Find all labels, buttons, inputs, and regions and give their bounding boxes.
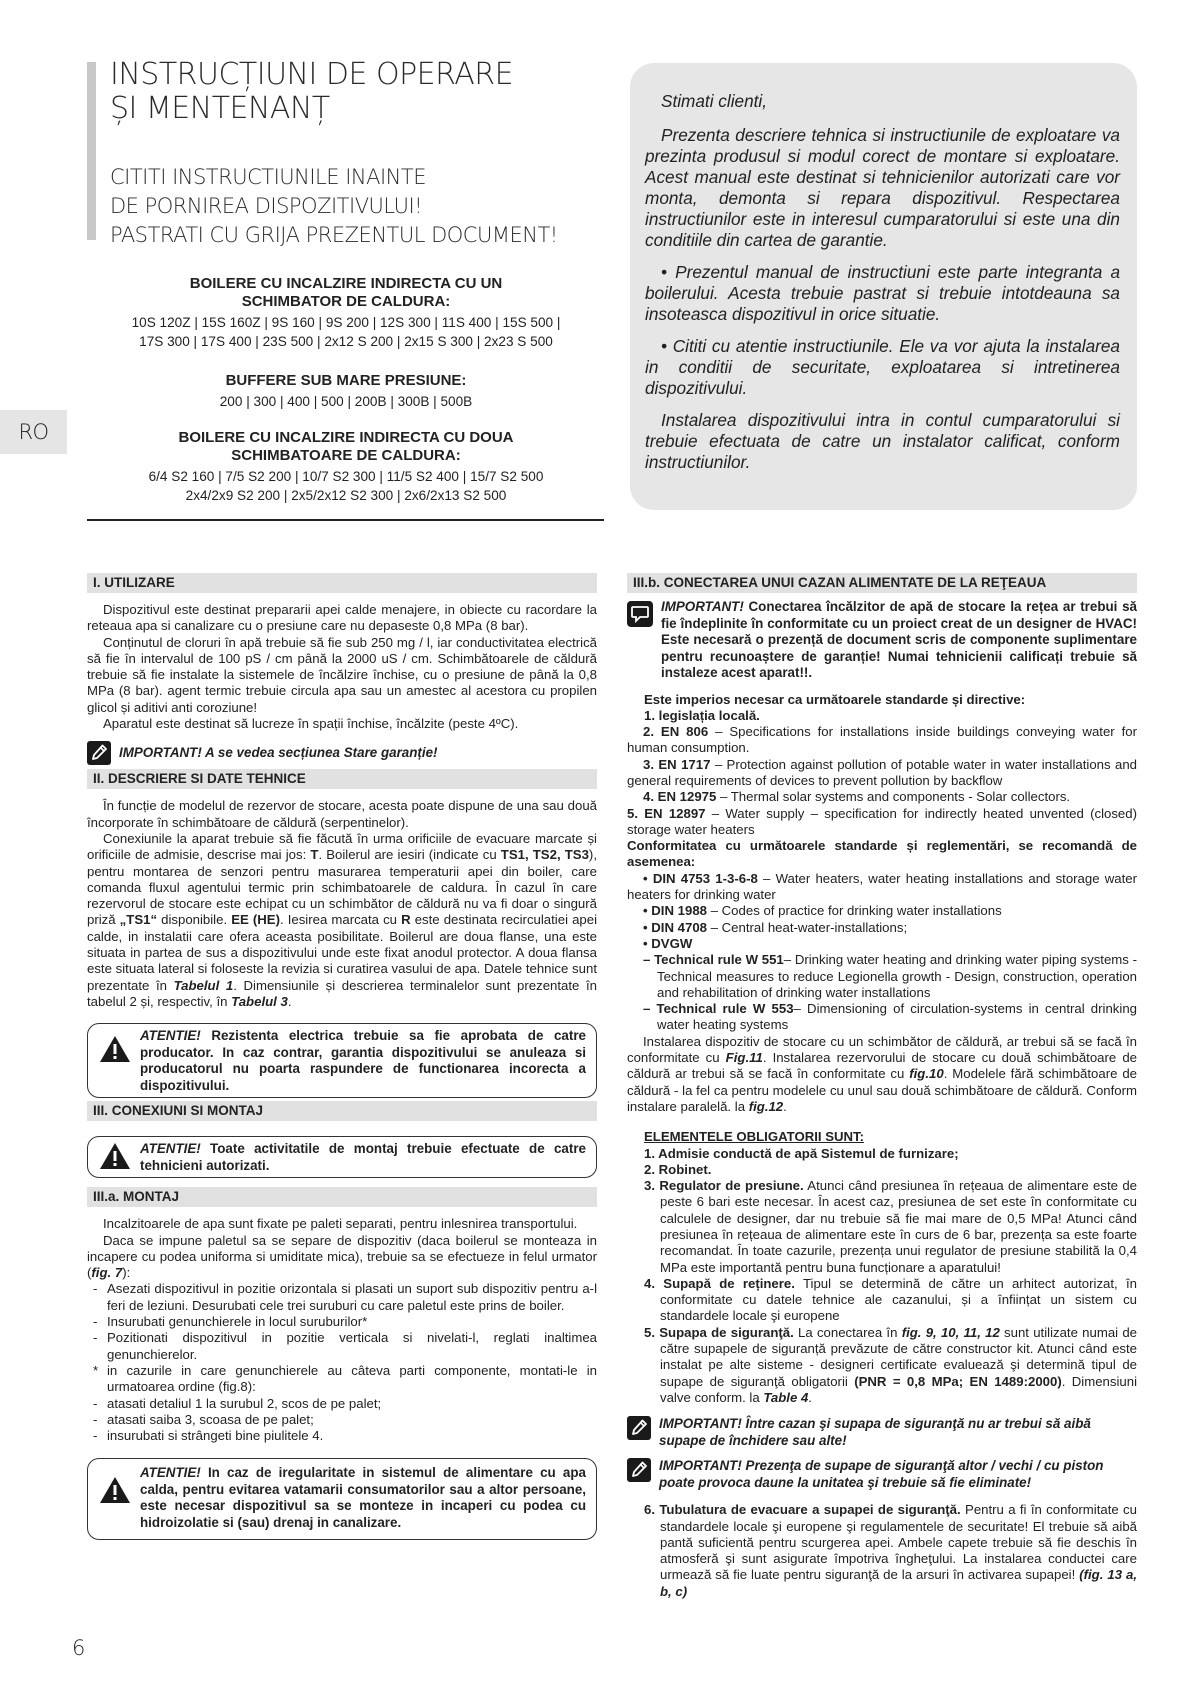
important-note [627,1458,1137,1491]
greeting-paragraph: • Cititi cu atentie instructiunile. Ele va vor ajuta la instalarea in conditii de securitate, exploatarea si intretinerea dispozitivului. [645,336,1120,398]
warning-box [87,1458,597,1540]
list-item: - Pozitionati dispozitivul in pozitie verticala si nivelati-l, reglati inaltimea genunchierelor. [93,1330,597,1362]
product-model-line: 17S 300 | 17S 400 | 23S 500 | 2x12 S 200 | 2x15 S 300 | 2x23 S 500 [139,334,553,349]
product-model-line: 200 | 300 | 400 | 500 | 200B | 300B | 500B [219,394,473,409]
warning-box [87,1023,597,1098]
greeting-text [645,91,1120,484]
important-note [627,1416,1137,1449]
title-accent-bar [87,62,96,240]
product-group-heading: BOILERE CU INCALZIRE INDIRECTA CU DOUA SCHIMBATOARE DE CALDURA: [178,429,514,464]
standard-item: • DIN 4708 – Central heat-water-installations; [643,919,908,935]
warning-box [87,1136,597,1178]
product-model-line: 10S 120Z | 15S 160Z | 9S 160 | 9S 200 | 12S 300 | 11S 400 | 15S 500 | [131,315,561,330]
page-subtitle [110,163,580,250]
element-item: 2. Robinet. [644,1161,712,1177]
right-column [627,573,1137,1600]
standard-item: – Technical rule W 551– Drinking water heating and drinking water piping systems - Technical measures to reduce Legionella growth - Design, construction, operation and rehabilitation of drinking water installations [643,952,1137,1000]
important-text: IMPORTANT! Între cazan şi supapa de siguranţă nu ar trebui să aibă supape de închidere sau alte! [659,1416,1091,1448]
section-heading-conectare: III.b. CONECTAREA UNUI CAZAN ALIMENTATE DE LA REŢEAUA [627,573,1137,593]
list-item: - Insurubati genunchierele in locul suruburilor* [93,1314,368,1330]
product-group-2 [85,372,607,411]
product-group-heading: BOILERE CU INCALZIRE INDIRECTA CU UN SCHIMBATOR DE CALDURA: [189,275,503,310]
standard-item: – Technical rule W 553– Dimensioning of circulation-systems in central drinking water heating systems [643,1001,1137,1033]
left-column [87,573,597,1540]
section-heading-utilizare: I. UTILIZARE [87,573,597,593]
greeting-paragraph: • Prezentul manual de instructiuni este parte integranta a boilerului. Acesta trebuie pastrat si trebuie intotdeauna sa insoteasca dispozitivul in orice situatie. [645,262,1120,324]
element-item: 1. Admisie conductă de apă Sistemul de furnizare; [644,1145,959,1161]
paragraph: Incalzitoarele de apa sunt fixate pe paleti separati, pentru inlesnirea transportului. [103,1216,578,1232]
product-model-line: 6/4 S2 160 | 7/5 S2 200 | 10/7 S2 300 | 11/5 S2 400 | 15/7 S2 500 [148,469,544,484]
warning-triangle-icon [98,1475,132,1505]
pencil-icon [87,741,111,765]
paragraph: Aparatul este destinat să lucreze în spații închise, încălzite (peste 4ºC). [103,716,519,732]
product-group-1 [85,275,607,351]
warning-text: ATENTIE! Rezistenta electrica trebuie sa fie aprobata de catre producator. In caz contrar, garantia dispozitivului se anuleaza si producatorul nu poarta raspundere de functionarea incorecta a dispozitivului. [140,1028,586,1093]
subtitle-line-2: DE PORNIREA DISPOZITIVULUI! [110,194,423,218]
standard-item: 4. EN 12975 – Thermal solar systems and components - Solar collectors. [643,789,1071,805]
section-body [627,1502,1137,1600]
section-body [87,1216,597,1444]
page-number: 6 [72,1636,85,1660]
important-text: IMPORTANT! Conectarea încălzitor de apă de stocare la rețea ar trebui să fie îndeplinite în conformitate cu un proiect creat de un designer de HVAC! Este necesară o prezență de document scris de componente suplimentare pentru recunoaștere de garanție! Numai tehnicienii calificați trebuie să instaleze acest aparat!!. [661,599,1137,680]
warning-triangle-icon [98,1141,132,1171]
product-group-heading: BUFFERE SUB MARE PRESIUNE: [225,372,467,389]
standard-item: 2. EN 806 – Specifications for installations inside buildings conveying water for human consumption. [627,724,1137,756]
warning-text: ATENTIE! In caz de iregularitate in sistemul de alimentare cu apa calda, pentru evitarea vatamarii consumatorilor sau a altor persoane, este necesar dispozitivul sa se monteze in incaperi cu podea cu hidroizolatie si (sau) drenaj in canalizare. [140,1465,586,1530]
important-text: IMPORTANT! Prezenţa de supape de siguranţă altor / vechi / cu piston poate provoca daune la unitatea şi trebuie să fie eliminate! [659,1458,1104,1490]
language-tab: RO [18,420,49,444]
element-item: 6. Tubulatura de evacuare a supapei de siguranţă. Pentru a fi în conformitate cu standardele locale şi europene şi regulamentele de securitate! El trebuie să aibă pantă suficientă pentru scurgerea apei. Ambele capete trebuie să fie deschis în atmosferă şi sunt asigurate împotriva îngheţului. La instalarea conductei care urmează să fie luate pentru siguranţă de la arsuri în activarea supapei! (fig. 13 a, b, c) [644,1502,1137,1599]
paragraph: În funcție de modelul de rezervor de stocare, acesta poate dispune de una sau două încorporate în schimbătoare de căldură (serpentinelor). [87,798,597,830]
section-body [87,798,597,1010]
list-item: - atasati detaliul 1 la surubul 2, scos de pe palet; [93,1395,382,1411]
product-model-list [85,313,607,351]
title-line-1: INSTRUCȚIUNI DE OPERARE [110,57,514,92]
warning-text: ATENTIE! Toate activitatile de montaj trebuie efectuate de catre tehnicieni autorizati. [140,1141,586,1173]
important-note [87,741,597,765]
paragraph: Este imperios necesar ca următoarele standarde și directive: [644,691,1026,707]
list-item: - atasati saiba 3, scoasa de pe palet; [93,1411,314,1427]
warning-triangle-icon [98,1034,132,1064]
greeting-paragraph: Instalarea dispozitivului intra in contul cumparatorului si trebuie efectuata de catre un instalator calificat, conform instructiunilor. [645,410,1120,472]
list-item: - insurubati si strângeti bine piulitele 4. [93,1428,324,1444]
page-title [110,58,570,126]
paragraph: Instalarea dispozitiv de stocare cu un schimbător de căldură, ar trebui să se facă în conformitate cu Fig.11. Instalarea rezervorului de stocare cu două schimbătoare de căldură ar trebui să se facă în conformitate cu fig.10. Modelele fără schimbătoare de căldură - la fel ca pentru modelele cu unul sau două schimbătoare de căldură. Conform instalare paralelă. la fig.12. [627,1033,1137,1114]
element-item: 4. Supapă de reținere. Tipul se determină de către un arhitect autorizat, în conformitate cu datele tehnice ale cazanului, și a înființat un sistem cu standardele locale şi europene [644,1275,1137,1324]
paragraph: Conformitatea cu următoarele standarde și reglementări, se recomandă de asemenea: [627,838,1137,870]
element-item: 5. Supapa de siguranţă. La conectarea în fig. 9, 10, 11, 12 sunt utilizate numai de către supapele de siguranță prevăzute de către constructor kit. Atunci când este instalat pe alte sisteme - designeri certificate evaluează şi determină tipul de supape de siguranţă obligatorii (PNR = 0,8 MPa; EN 1489:2000). Dimensiuni valve conform. la Table 4. [644,1324,1138,1405]
product-model-line: 2x4/2x9 S2 200 | 2x5/2x12 S2 300 | 2x6/2x13 S2 500 [185,488,507,503]
paragraph: Conținutul de cloruri în apă trebuie să fie sub 250 mg / l, iar conductivitatea electrică să fie în intervalul de 100 pS / cm până la 2000 uS / cm. Schimbătoarele de căldură trebuie să fie instalate la sistemele de încălzire închise, cu o presiune de până la 0,8 MPa (8 bar). agent termic trebuie circula apa sau un amestec al acestora cu propilen glicol și aditivi anti coroziune! [87,634,597,715]
mounting-steps-list [87,1281,597,1444]
standard-item: • DIN 1988 – Codes of practice for drinking water installations [643,903,1002,919]
paragraph: Conexiunile la aparat trebuie să fie făcută în urma orificiile de evacuare marcate și orificiile de admisie, descrise mai jos: T. Boilerul are iesiri (indicate cu TS1, TS2, TS3), pentru montarea de senzori pentru masurarea temperaturii apei din boiler, care comanda fluxul agentului termic prin schimbatoarele de caldura. În cazul în care rezervorul de stocare este echipat cu un schimbător de căldură nu va fi doar o singură priză „TS1“ disponibile. EE (HE). Iesirea marcata cu R este destinata recirculatiei apei calde, in instalatii care ofera aceasta posibilitate. Boilerul are doua flanse, una este situata in partea de sus a dispozitivului unde este fixat anodul protector. A doua flansa este situata lateral si foloseste la revizia si curatirea vasului de apa. Datele tehnice sunt prezentate în Tabelul 1. Dimensiunile și descrierea terminalelor sunt prezentate în tabelul 2 și, respectiv, în Tabelul 3. [87,830,598,1009]
paragraph: Dispozitivul este destinat prepararii apei calde menajere, in obiecte cu racordare la reteaua apa si canalizare cu o presiune care nu depaseste 0,8 MPa (8 bar). [87,602,597,634]
product-model-list [85,392,607,411]
important-text: IMPORTANT! A se vedea secțiunea Stare garanție! [119,745,438,761]
list-item: * in cazurile in care genunchierele au câteva parti componente, montati-le in urmatoarea ordine (fig.8): [93,1362,597,1395]
section-heading-descriere: II. DESCRIERE SI DATE TEHNICE [87,769,597,789]
subtitle-line-1: CITITI INSTRUCTIUNILE INAINTE [110,165,426,189]
section-body [87,602,597,732]
list-item: - Asezati dispozitivul in pozitie orizontala si plasati un suport sub dispozitiv pentru a-l feri de leziuni. Desurubati cele trei suruburi cu care paletul este prins de boiler. [93,1281,597,1313]
greeting-salutation: Stimati clienti, [661,91,768,111]
section-body [627,692,1137,1407]
elements-heading: ELEMENTELE OBLIGATORII SUNT: [644,1129,865,1145]
standard-item: • DIN 4753 1-3-6-8 – Water heaters, water heating installations and storage water heaters for drinking water [627,870,1138,903]
header-divider [87,519,604,521]
section-heading-conexiuni: III. CONEXIUNI SI MONTAJ [87,1101,597,1121]
standard-item: • DVGW [643,935,693,951]
element-item: 3. Regulator de presiune. Atunci când presiunea în rețeaua de alimentare este de peste 6 bari este necesar. În acest caz, presiunea de set este în conformitate cu calculele de designer, dar nu trebuie să fie mai mare de 0,5 MPa! Atunci când presiunea în rețeaua de alimentare este în curs de 6 bar, prezența sa este foarte recomandat. În toate cazurile, prezența unui regulator de presiune stabilită la 0,4 MPa este importantă pentru buna funcționare a aparatului! [644,1178,1137,1275]
important-note [627,599,1137,682]
subtitle-line-3: PASTRATI CU GRIJA PREZENTUL DOCUMENT! [110,223,558,247]
standard-item: 5. EN 12897 – Water supply – specification for indirectly heated unvented (closed) storage water heaters [627,805,1137,837]
paragraph: Daca se impune paletul sa se separe de dispozitiv (daca boilerul se monteaza in incapere cu podea uniforma si umiditate mica), trebuie sa se efectueze in felul urmator (fig. 7): [87,1232,597,1281]
section-heading-montaj: III.a. MONTAJ [87,1187,597,1207]
speech-bubble-icon [627,601,653,627]
pencil-icon [627,1458,651,1482]
product-group-3 [85,429,607,505]
standard-item: 3. EN 1717 – Protection against pollution of potable water in water installations and general requirements of devices to prevent pollution by backflow [627,756,1138,788]
pencil-icon [627,1416,651,1440]
standard-item: 1. legislația locală. [644,707,760,723]
product-model-list [85,467,607,505]
greeting-paragraph: Prezenta descriere tehnica si instructiunile de exploatare va prezinta produsul si modul corect de montare si exploatare. Acest manual este destinat si tehnicienilor autorizati care vor monta, demonta si repara dispozitivul. Respectarea instructiunilor este in interesul cumparatorului si este una din conditiile din cartea de garantie. [645,125,1120,250]
title-line-2: ȘI MENTENANȚ [110,91,330,126]
